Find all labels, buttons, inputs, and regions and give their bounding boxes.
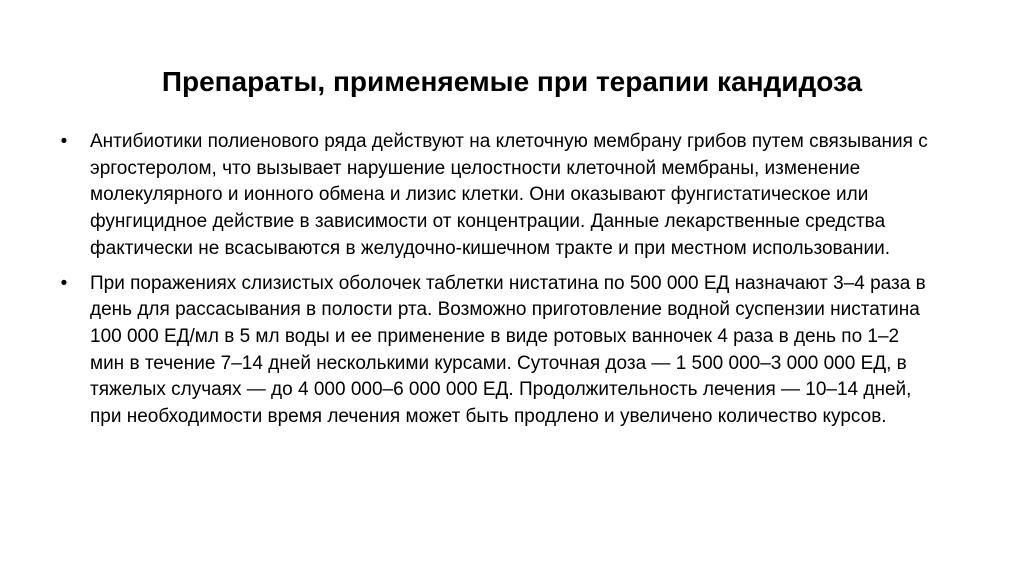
bullet-dot-icon: • — [60, 272, 68, 294]
slide-title: Препараты, применяемые при терапии кандидоза — [161, 66, 863, 97]
bullet-item-nystatin — [58, 271, 938, 431]
bullet-item-antibiotics — [58, 129, 938, 263]
bullet-text: При поражениях слизистых оболочек таблетки нистатина по 500 000 ЕД назначают 3–4 раза в день для рассасывания в полости рта. Возможно приготовление водной суспензии нистатина 100 000 ЕД/мл в 5 мл воды и ее применение в виде ротовых ванночек 4 раза в день по 1–2 мин в течение 7–14 дней несколькими курсами. Суточная доза — 1 500 000–3 000 000 ЕД, в тяжелых случаях — до 4 000 000–6 000 000 ЕД. Продолжительность лечения — 10–14 дней, при необходимости время лечения может быть продлено и увеличено количество курсов. — [90, 272, 926, 428]
bullet-text: Антибиотики полиенового ряда действуют на клеточную мембрану грибов путем связывания с эргостеролом, что вызывает нарушение целостности клеточной мембраны, изменение молекулярного и ионного обмена и лизис клетки. Они оказывают фунгистатическое или фунгицидное действие в зависимости от концентрации. Данные лекарственные средства фактически не всасываются в желудочно-кишечном тракте и при местном использовании. — [90, 131, 928, 259]
bullet-list — [58, 129, 938, 439]
bullet-dot-icon: • — [60, 131, 68, 152]
